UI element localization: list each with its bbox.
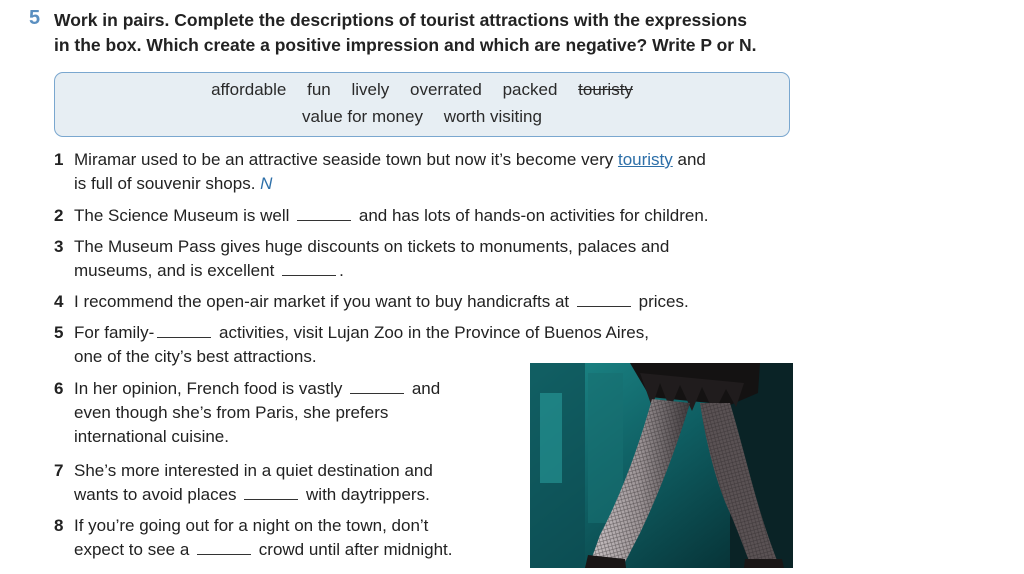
item-line: If you’re going out for a night on the town, don’t bbox=[74, 516, 429, 535]
item-text: activities, visit Lujan Zoo in the Province of Buenos Aires, bbox=[219, 323, 649, 342]
item-number: 2 bbox=[54, 206, 64, 225]
item-number: 8 bbox=[54, 516, 64, 535]
item-line: She’s more interested in a quiet destination and bbox=[74, 461, 433, 480]
item-text: expect to see a bbox=[74, 540, 190, 559]
item-text: For family- bbox=[74, 323, 155, 342]
item-text: . bbox=[339, 261, 344, 280]
item-text: crowd until after midnight. bbox=[258, 540, 453, 559]
answer-blank[interactable] bbox=[282, 260, 336, 276]
item-text: prices. bbox=[638, 292, 689, 311]
item-text: museums, and is excellent bbox=[74, 261, 275, 280]
item-text: wants to avoid places bbox=[74, 485, 237, 504]
answer-blank[interactable] bbox=[244, 484, 298, 500]
answer-blank[interactable] bbox=[297, 205, 351, 221]
item-text: In her opinion, French food is vastly bbox=[74, 379, 343, 398]
tango-dancer-photo bbox=[530, 363, 793, 568]
word-option: fun bbox=[307, 80, 331, 99]
word-box bbox=[54, 72, 790, 137]
exercise-item bbox=[54, 290, 794, 321]
item-text: and bbox=[677, 150, 706, 169]
word-box-row bbox=[55, 80, 789, 100]
answer-blank[interactable] bbox=[577, 291, 631, 307]
item-line: The Museum Pass gives huge discounts on tickets to monuments, palaces and bbox=[74, 237, 670, 256]
item-number: 7 bbox=[54, 461, 64, 480]
answer-blank[interactable] bbox=[197, 539, 251, 555]
item-line bbox=[74, 290, 794, 314]
item-text: is full of souvenir shops. bbox=[74, 174, 256, 193]
example-mark: N bbox=[260, 174, 273, 193]
item-number: 4 bbox=[54, 292, 64, 311]
word-option: overrated bbox=[410, 80, 482, 99]
item-number: 5 bbox=[54, 323, 64, 342]
exercise-item bbox=[54, 148, 794, 204]
instruction-line: Work in pairs. Complete the descriptions of tourist attractions with the expressions bbox=[54, 10, 747, 30]
example-answer: touristy bbox=[617, 150, 673, 169]
word-box-row bbox=[55, 107, 789, 127]
item-line bbox=[74, 321, 794, 345]
item-text: I recommend the open-air market if you want to buy handicrafts at bbox=[74, 292, 570, 311]
instruction-line: in the box. Which create a positive impression and which are negative? Write P or N. bbox=[54, 35, 757, 55]
word-option-crossed-out: touristy bbox=[578, 80, 633, 99]
exercise-item bbox=[54, 204, 794, 235]
item-number: 6 bbox=[54, 379, 64, 398]
word-option: affordable bbox=[211, 80, 287, 99]
item-line bbox=[74, 148, 794, 172]
item-text: The Science Museum is well bbox=[74, 206, 290, 225]
photo-illustration bbox=[530, 363, 793, 568]
word-option: worth visiting bbox=[443, 107, 542, 126]
exercise-item bbox=[54, 235, 794, 290]
item-line: one of the city’s best attractions. bbox=[74, 347, 317, 366]
word-option: value for money bbox=[302, 107, 423, 126]
item-number: 1 bbox=[54, 150, 64, 169]
answer-blank[interactable] bbox=[157, 322, 211, 338]
item-text: and bbox=[411, 379, 441, 398]
item-line bbox=[74, 204, 794, 228]
item-text: with daytrippers. bbox=[306, 485, 430, 504]
item-line bbox=[74, 259, 794, 283]
item-line: international cuisine. bbox=[74, 427, 229, 446]
item-number: 3 bbox=[54, 237, 64, 256]
word-option: lively bbox=[351, 80, 390, 99]
exercise-number: 5 bbox=[29, 7, 41, 29]
item-line bbox=[74, 172, 794, 196]
word-option: packed bbox=[502, 80, 558, 99]
item-text: Miramar used to be an attractive seaside town but now it’s become very bbox=[74, 150, 614, 169]
item-text: and has lots of hands-on activities for children. bbox=[358, 206, 709, 225]
item-line: even though she’s from Paris, she prefers bbox=[74, 403, 389, 422]
answer-blank[interactable] bbox=[350, 378, 404, 394]
exercise-instruction bbox=[54, 8, 814, 58]
